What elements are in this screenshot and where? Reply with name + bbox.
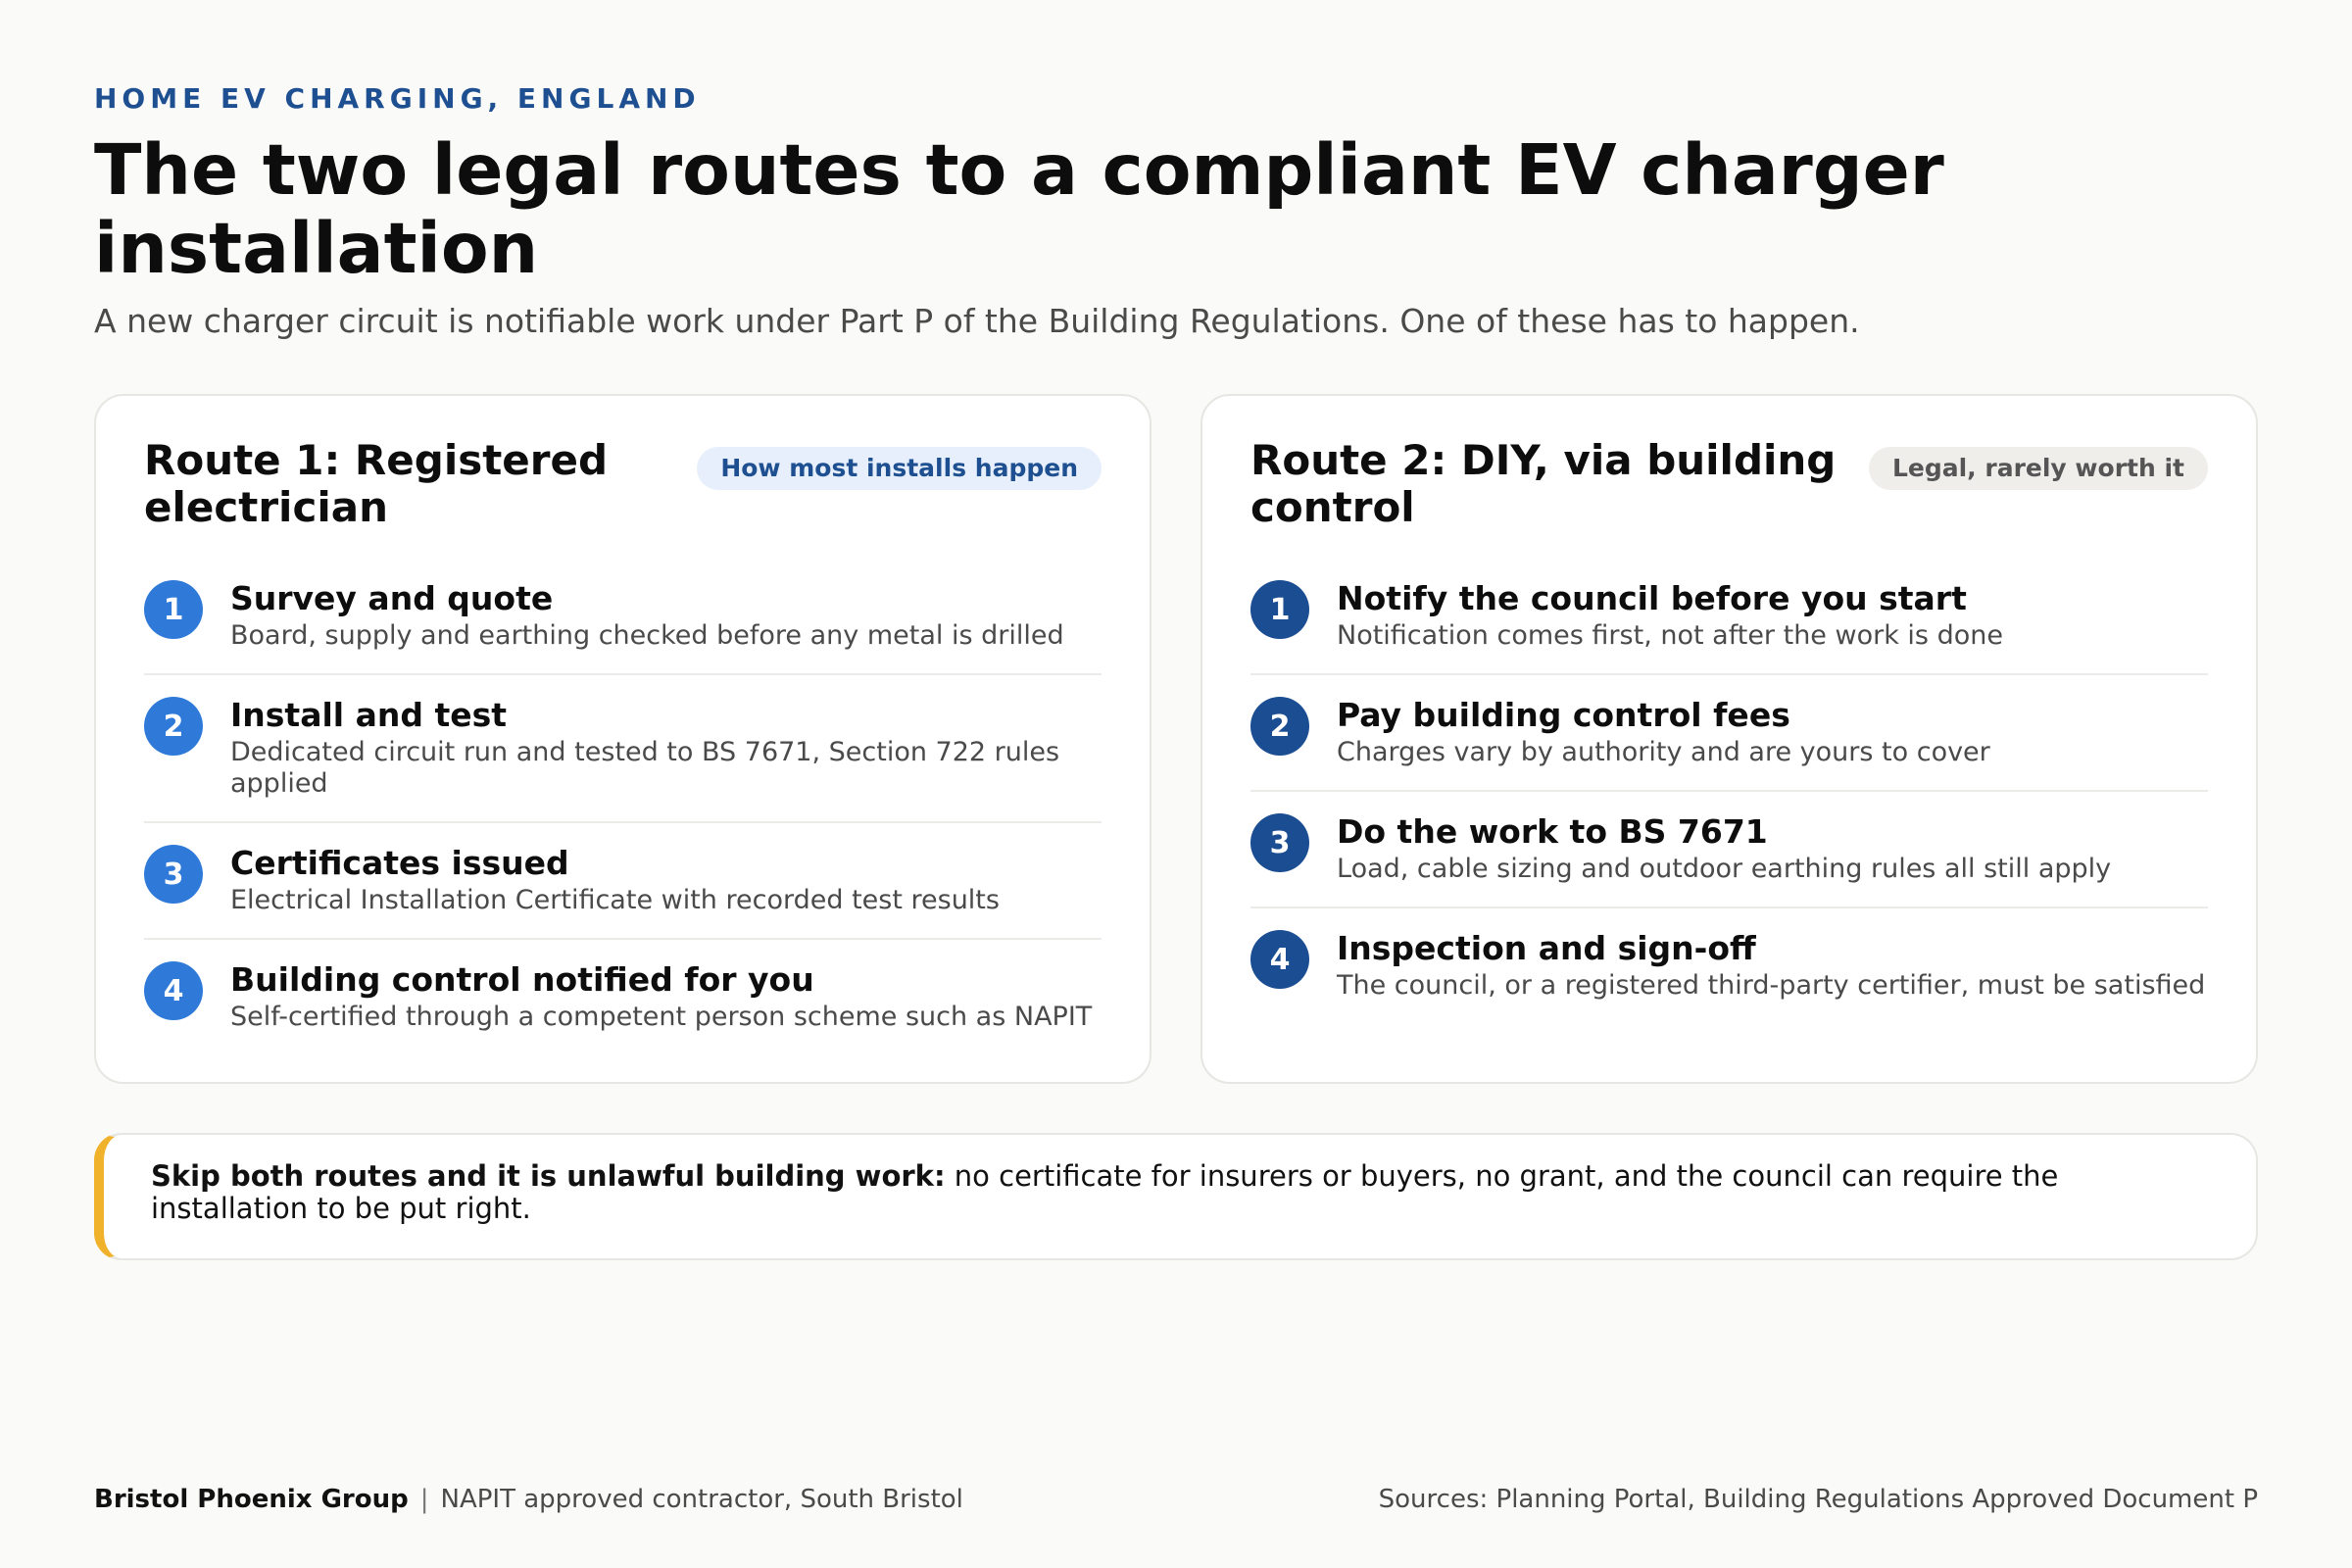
step-number-badge: 4 bbox=[1250, 930, 1309, 989]
step-description: Self-certified through a competent person scheme such as NAPIT bbox=[230, 1002, 1093, 1032]
route-1-card bbox=[94, 394, 1152, 1084]
route-1-step bbox=[144, 687, 1102, 823]
step-title: Do the work to BS 7671 bbox=[1337, 812, 1768, 851]
route-2-steps bbox=[1250, 570, 2208, 1023]
footer-left bbox=[94, 1484, 963, 1515]
warning-callout bbox=[94, 1133, 2258, 1260]
step-number-badge: 2 bbox=[144, 697, 203, 756]
step-description: Electrical Installation Certificate with recorded test results bbox=[230, 885, 1000, 915]
footer-sources: Sources: Planning Portal, Building Regulations Approved Document P bbox=[1378, 1485, 2258, 1514]
footer bbox=[94, 1484, 2258, 1515]
footer-tagline: NAPIT approved contractor, South Bristol bbox=[440, 1485, 963, 1514]
route-2-step bbox=[1250, 570, 2208, 675]
step-title: Notify the council before you start bbox=[1337, 579, 1967, 617]
page-subtitle: A new charger circuit is notifiable work under Part P of the Building Regulations. One of these has to happen. bbox=[94, 302, 1860, 340]
route-2-step bbox=[1250, 804, 2208, 908]
route-1-step bbox=[144, 952, 1102, 1054]
route-2-header bbox=[1250, 437, 2208, 531]
step-text bbox=[1337, 580, 2003, 652]
routes-container bbox=[94, 394, 2258, 1084]
step-description: Board, supply and earthing checked before any metal is drilled bbox=[230, 620, 1064, 651]
step-number-badge: 3 bbox=[1250, 813, 1309, 872]
route-1-step bbox=[144, 835, 1102, 940]
step-title: Pay building control fees bbox=[1337, 696, 1790, 734]
step-description: Load, cable sizing and outdoor earthing rules all still apply bbox=[1337, 854, 2112, 884]
route-1-steps bbox=[144, 570, 1102, 1054]
route-2-title: Route 2: DIY, via building control bbox=[1250, 436, 1837, 531]
step-number-badge: 1 bbox=[144, 580, 203, 639]
step-text bbox=[230, 697, 1102, 800]
route-1-title: Route 1: Registered electrician bbox=[144, 436, 609, 531]
step-text bbox=[1337, 813, 2111, 885]
callout-text: no certificate for insurers or buyers, no grant, and the council can require the installation to be put right. bbox=[151, 1159, 2059, 1225]
step-number-badge: 3 bbox=[144, 845, 203, 904]
footer-separator: | bbox=[419, 1485, 429, 1514]
step-text bbox=[230, 961, 1092, 1033]
step-text bbox=[230, 580, 1064, 652]
page-content bbox=[94, 82, 2258, 1260]
route-2-step bbox=[1250, 687, 2208, 792]
step-description: Notification comes first, not after the work is done bbox=[1337, 620, 2003, 651]
footer-brand: Bristol Phoenix Group bbox=[94, 1485, 409, 1514]
step-description: Charges vary by authority and are yours to cover bbox=[1337, 737, 1990, 767]
step-title: Install and test bbox=[230, 696, 508, 734]
step-text bbox=[1337, 930, 2205, 1002]
step-description: Dedicated circuit run and tested to BS 7671, Section 722 rules applied bbox=[230, 737, 1060, 799]
step-description: The council, or a registered third-party certifier, must be satisfied bbox=[1337, 970, 2206, 1001]
page-title: The two legal routes to a compliant EV charger installation bbox=[94, 129, 1944, 289]
step-text bbox=[230, 845, 1000, 916]
route-1-header bbox=[144, 437, 1102, 531]
step-title: Building control notified for you bbox=[230, 960, 814, 999]
eyebrow-label: HOME EV CHARGING, ENGLAND bbox=[94, 82, 701, 115]
callout-emphasis: Skip both routes and it is unlawful building work: bbox=[151, 1159, 946, 1193]
step-text bbox=[1337, 697, 1990, 768]
route-2-card bbox=[1200, 394, 2258, 1084]
route-2-badge: Legal, rarely worth it bbox=[1869, 447, 2208, 490]
step-number-badge: 2 bbox=[1250, 697, 1309, 756]
step-title: Survey and quote bbox=[230, 579, 554, 617]
route-1-badge: How most installs happen bbox=[697, 447, 1102, 490]
step-title: Inspection and sign-off bbox=[1337, 929, 1756, 967]
step-number-badge: 1 bbox=[1250, 580, 1309, 639]
step-number-badge: 4 bbox=[144, 961, 203, 1020]
step-title: Certificates issued bbox=[230, 844, 569, 882]
route-1-step bbox=[144, 570, 1102, 675]
route-2-step bbox=[1250, 920, 2208, 1023]
